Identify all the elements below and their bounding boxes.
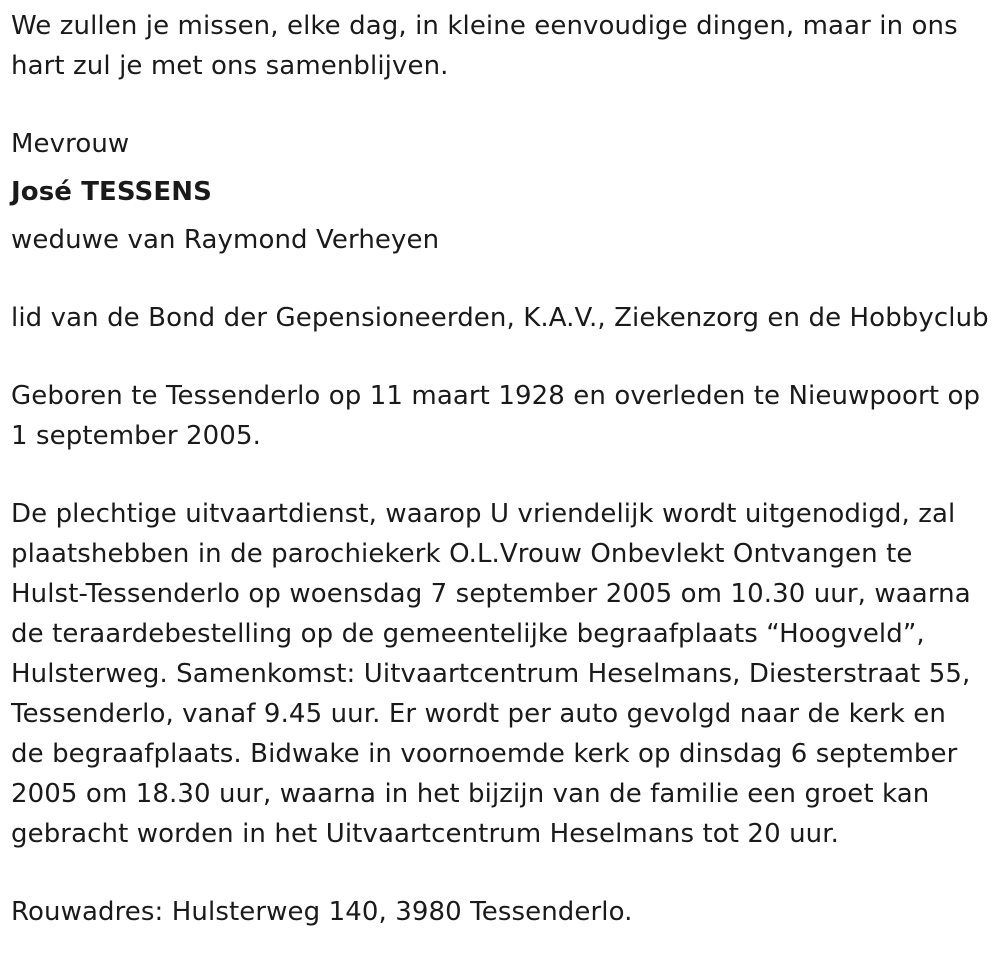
service-line-2: plaatshebben in de parochiekerk O.L.Vrouw Onbevlekt Ontvangen te bbox=[11, 539, 913, 569]
spacer bbox=[11, 456, 996, 494]
birth-death-line-2: 1 september 2005. bbox=[11, 421, 261, 451]
quote-line-2: hart zul je met ons samenblijven. bbox=[11, 51, 449, 81]
service-line-1: De plechtige uitvaartdienst, waarop U vriendelijk wordt uitgenodigd, zal bbox=[11, 499, 956, 529]
birth-death-paragraph bbox=[11, 376, 996, 456]
spacer bbox=[11, 86, 996, 124]
service-line-8: 2005 om 18.30 uur, waarna in het bijzijn van de familie een groet kan bbox=[11, 779, 930, 809]
spacer bbox=[11, 854, 996, 892]
quote-line-1: We zullen je missen, elke dag, in kleine eenvoudige dingen, maar in ons bbox=[11, 11, 958, 41]
spacer bbox=[11, 260, 996, 298]
spacer bbox=[11, 338, 996, 376]
membership-line: lid van de Bond der Gepensioneerden, K.A.V., Ziekenzorg en de Hobbyclub bbox=[11, 303, 989, 333]
service-line-4: de teraardebestelling op de gemeentelijke begraafplaats “Hoogveld”, bbox=[11, 619, 925, 649]
spouse-line: weduwe van Raymond Verheyen bbox=[11, 225, 440, 255]
funeral-service-paragraph bbox=[11, 494, 996, 854]
obituary-document bbox=[11, 0, 996, 932]
service-line-6: Tessenderlo, vanaf 9.45 uur. Er wordt per auto gevolgd naar de kerk en bbox=[11, 699, 946, 729]
service-line-9: gebracht worden in het Uitvaartcentrum Heselmans tot 20 uur. bbox=[11, 819, 840, 849]
mourning-address: Rouwadres: Hulsterweg 140, 3980 Tessenderlo. bbox=[11, 897, 633, 927]
salutation: Mevrouw bbox=[11, 129, 130, 159]
service-line-7: de begraafplaats. Bidwake in voornoemde kerk op dinsdag 6 september bbox=[11, 739, 958, 769]
memorial-quote bbox=[11, 6, 996, 86]
service-line-3: Hulst-Tessenderlo op woensdag 7 september 2005 om 10.30 uur, waarna bbox=[11, 579, 971, 609]
deceased-name: José TESSENS bbox=[11, 177, 212, 207]
person-block bbox=[11, 124, 996, 260]
birth-death-line-1: Geboren te Tessenderlo op 11 maart 1928 en overleden te Nieuwpoort op bbox=[11, 381, 981, 411]
service-line-5: Hulsterweg. Samenkomst: Uitvaartcentrum Heselmans, Diesterstraat 55, bbox=[11, 659, 971, 689]
